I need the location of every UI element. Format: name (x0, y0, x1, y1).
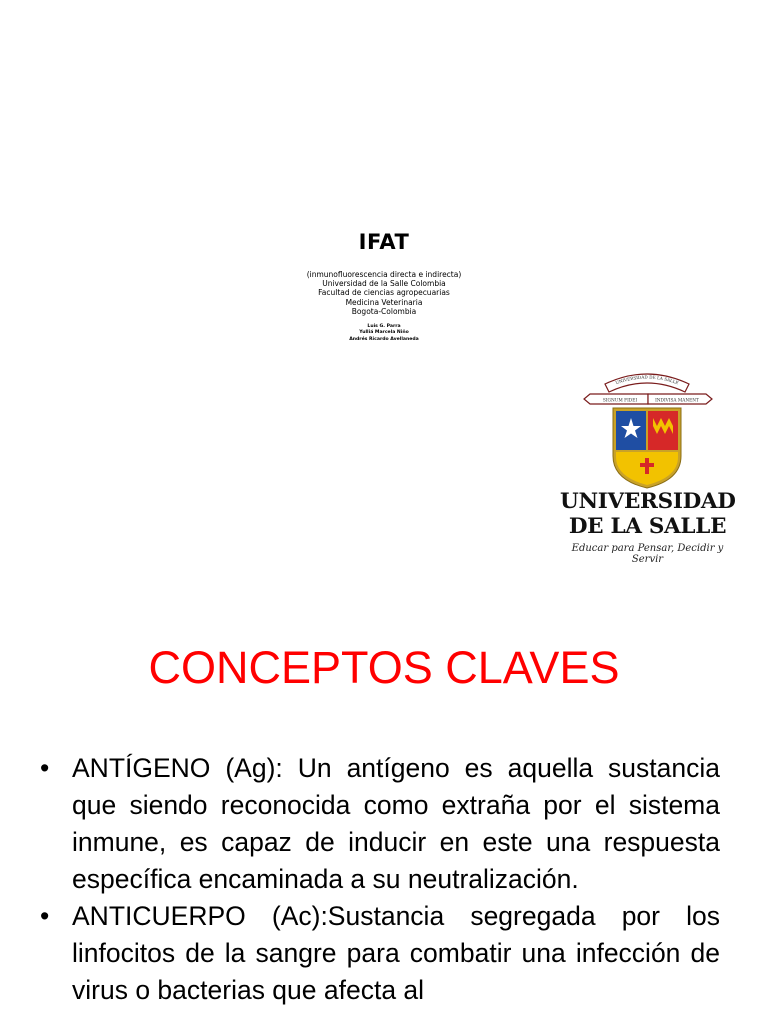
author-line: Yulliá Marcela Niño (359, 330, 409, 336)
slide-title: IFAT (358, 230, 410, 254)
authors-block (0, 324, 768, 343)
list-item: • ANTÍGENO (Ag): Un antígeno es aquella sustancia que siendo reconocida como extraña por el sistema inmune, es capaz de inducir en este una respuesta específica encaminada a su neutralización. (40, 753, 720, 894)
subtitle-line: Medicina Veterinaria (345, 297, 423, 307)
list-item: • ANTICUERPO (Ac):Sustancia segregada por los linfocitos de la sangre para combatir una infección de virus o bacterias que afecta al (40, 901, 720, 1005)
university-name (560, 489, 735, 539)
bullet-text: ANTICUERPO (Ac):Sustancia segregada por los linfocitos de la sangre para combatir una infección de virus o bacterias que afecta al (72, 901, 720, 1005)
author-line: Andrés Ricardo Avellaneda (349, 336, 419, 342)
concepts-list (40, 750, 720, 1009)
university-motto: Educar para Pensar, Decidir y Servir (571, 543, 724, 565)
ribbon-top-text: UNIVERSIDAD DE LA SALLE (614, 374, 680, 386)
subtitle-line: Universidad de la Salle Colombia (322, 279, 446, 289)
subtitle-line: Bogota-Colombia (351, 306, 417, 316)
author-line: Luis G. Parra (367, 324, 401, 329)
ribbon-right-text: INDIVISA MANENT (655, 398, 699, 404)
subtitle-block (0, 270, 768, 316)
subtitle-line: Facultad de ciencias agropecuarias (318, 288, 450, 298)
university-name-line2: DE LA SALLE (568, 514, 727, 539)
concepts-heading: CONCEPTOS CLAVES (148, 642, 620, 693)
bullet-text: ANTÍGENO (Ag): Un antígeno es aquella sustancia que siendo reconocida como extraña por el sistema inmune, es capaz de inducir en este una respuesta específica encaminada a su neutralización. (72, 753, 720, 894)
university-name-line1: UNIVERSIDAD (560, 489, 736, 514)
subtitle-line: (inmunofluorescencia directa e indirecta) (306, 270, 462, 279)
ribbon-left-text: SIGNUM FIDEI (602, 398, 638, 404)
